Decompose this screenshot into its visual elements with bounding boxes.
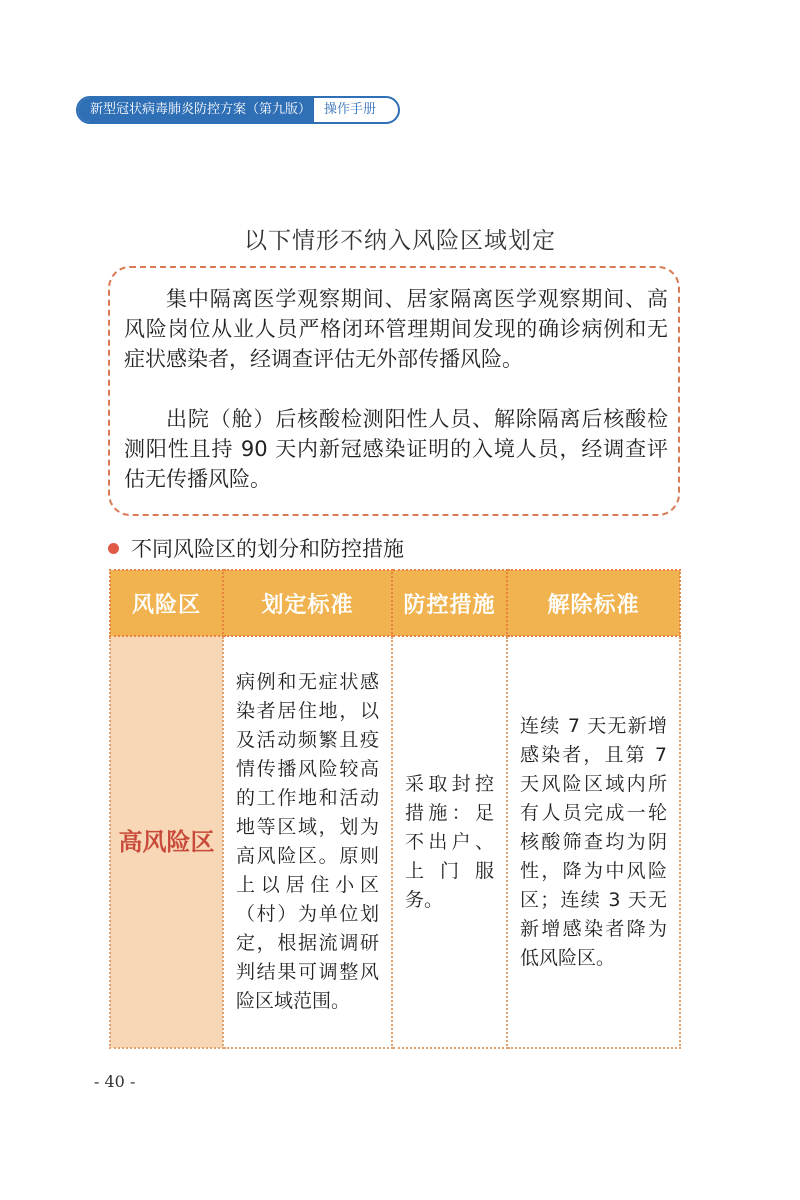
manual-header (76, 96, 400, 124)
subheading-text: 不同风险区的划分和防控措施 (131, 537, 404, 561)
manual-title: 新型冠状病毒肺炎防控方案（第九版） (78, 98, 314, 122)
manual-tag: 操作手册 (324, 102, 377, 117)
header-measures: 防控措施 (392, 570, 507, 636)
release-cell: 连续 7 天无新增感染者，且第 7 天风险区域内所有人员完成一轮核酸筛查均为阴性，降为中风险区；连续 3 天无新增感染者降为低风险区。 (507, 636, 680, 1048)
zone-cell: 高风险区 (110, 636, 223, 1048)
risk-zone-table (109, 569, 681, 1049)
criteria-cell: 病例和无症状感染者居住地，以及活动频繁且疫情传播风险较高的工作地和活动地等区域，划为高风险区。原则上以居住小区（村）为单位划定，根据流调研判结果可调整风险区域范围。 (223, 636, 392, 1048)
table-header-row (110, 570, 680, 636)
table-row (110, 636, 680, 1048)
page-number: - 40 - (94, 1072, 136, 1091)
header-release: 解除标准 (507, 570, 680, 636)
header-zone: 风险区 (110, 570, 223, 636)
measures-cell: 采取封控措施：足不出户、上门服务。 (392, 636, 507, 1048)
exclusion-paragraph-2: 出院（舱）后核酸检测阳性人员、解除隔离后核酸检测阳性且持 90 天内新冠感染证明的入境人员，经调查评估无传播风险。 (124, 407, 668, 491)
bullet-dot-icon (108, 543, 119, 554)
subheading (108, 533, 404, 563)
exclusion-paragraph-1: 集中隔离医学观察期间、居家隔离医学观察期间、高风险岗位从业人员严格闭环管理期间发现的确诊病例和无症状感染者，经调查评估无外部传播风险。 (124, 287, 668, 371)
section-title: 以下情形不纳入风险区域划定 (244, 228, 556, 254)
header-criteria: 划定标准 (223, 570, 392, 636)
